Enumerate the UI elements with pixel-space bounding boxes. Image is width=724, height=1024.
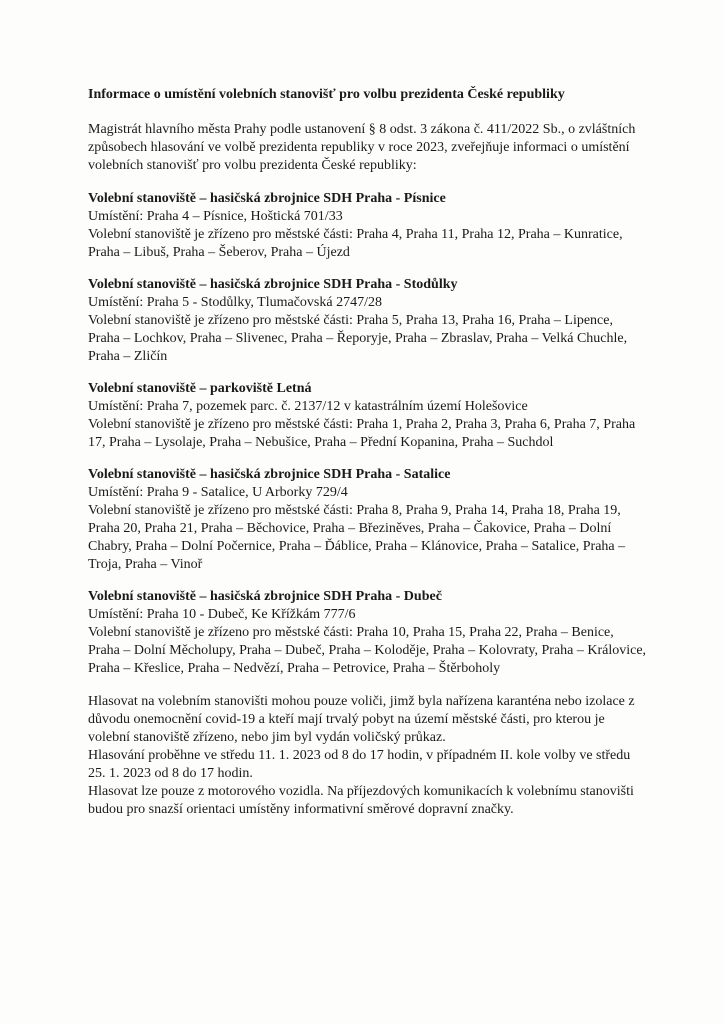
document-title: Informace o umístění volebních stanovišť pro volbu prezidenta České republiky (88, 87, 565, 102)
station-districts: Volební stanoviště je zřízeno pro městské části: Praha 5, Praha 13, Praha 16, Praha – Lipence, Praha – Lochkov, Praha – Slivenec, Praha – Řeporyje, Praha – Zbraslav, Praha – Velká Chuchle, Praha – Zličín (88, 313, 628, 364)
station-location: Umístění: Praha 4 – Písnice, Hoštická 701/33 (88, 209, 343, 224)
station-section-stodulky (88, 276, 648, 366)
station-location: Umístění: Praha 10 - Dubeč, Ke Křížkám 777/6 (88, 607, 356, 622)
note-paragraph-dates: Hlasování proběhne ve středu 11. 1. 2023 od 8 do 17 hodin, v případném II. kole volby ve středu 25. 1. 2023 od 8 do 17 hodin. (88, 748, 631, 781)
notes-block (88, 693, 648, 819)
intro-paragraph: Magistrát hlavního města Prahy podle ustanovení § 8 odst. 3 zákona č. 411/2022 Sb., o zvláštních způsobech hlasování ve volbě prezidenta republiky v roce 2023, zveřejňuje informaci o umístění volebních stanovišť pro volbu prezidenta České republiky: (88, 122, 636, 173)
station-section-dubec (88, 588, 648, 678)
station-location: Umístění: Praha 7, pozemek parc. č. 2137/12 v katastrálním území Holešovice (88, 399, 528, 414)
station-heading: Volební stanoviště – hasičská zbrojnice SDH Praha - Stodůlky (88, 277, 458, 292)
station-districts: Volební stanoviště je zřízeno pro městské části: Praha 1, Praha 2, Praha 3, Praha 6, Praha 7, Praha 17, Praha – Lysolaje, Praha – Nebušice, Praha – Přední Kopanina, Praha – Suchdol (88, 417, 636, 450)
station-location: Umístění: Praha 9 - Satalice, U Arborky 729/4 (88, 485, 348, 500)
document-page (88, 86, 648, 819)
station-heading: Volební stanoviště – hasičská zbrojnice SDH Praha - Dubeč (88, 589, 442, 604)
note-paragraph-vehicle: Hlasovat lze pouze z motorového vozidla. Na příjezdových komunikacích k volebnímu stanovišti budou pro snazší orientaci umístěny informativní směrové dopravní značky. (88, 784, 634, 817)
station-location: Umístění: Praha 5 - Stodůlky, Tlumačovská 2747/28 (88, 295, 382, 310)
station-districts: Volební stanoviště je zřízeno pro městské části: Praha 10, Praha 15, Praha 22, Praha – Benice, Praha – Dolní Měcholupy, Praha – Dubeč, Praha – Koloděje, Praha – Kolovraty, Praha – Královice, Praha – Křeslice, Praha – Nedvězí, Praha – Petrovice, Praha – Štěrboholy (88, 625, 647, 676)
station-districts: Volební stanoviště je zřízeno pro městské části: Praha 8, Praha 9, Praha 14, Praha 18, Praha 19, Praha 20, Praha 21, Praha – Běchovice, Praha – Březiněves, Praha – Čakovice, Praha – Dolní Chabry, Praha – Dolní Počernice, Praha – Ďáblice, Praha – Klánovice, Praha – Satalice, Praha – Troja, Praha – Vinoř (88, 503, 626, 572)
station-section-pisnice (88, 190, 648, 262)
station-districts: Volební stanoviště je zřízeno pro městské části: Praha 4, Praha 11, Praha 12, Praha – Kunratice, Praha – Libuš, Praha – Šeberov, Praha – Újezd (88, 227, 623, 260)
station-section-letna (88, 380, 648, 452)
station-heading: Volební stanoviště – hasičská zbrojnice SDH Praha - Písnice (88, 191, 446, 206)
station-section-satalice (88, 466, 648, 574)
note-paragraph-eligibility: Hlasovat na volebním stanovišti mohou pouze voliči, jimž byla nařízena karanténa nebo izolace z důvodu onemocnění covid-19 a kteří mají trvalý pobyt na území městské části, pro kterou je volební stanoviště zřízeno, nebo jim byl vydán voličský průkaz. (88, 694, 635, 745)
station-heading: Volební stanoviště – hasičská zbrojnice SDH Praha - Satalice (88, 467, 451, 482)
station-heading: Volební stanoviště – parkoviště Letná (88, 381, 312, 396)
